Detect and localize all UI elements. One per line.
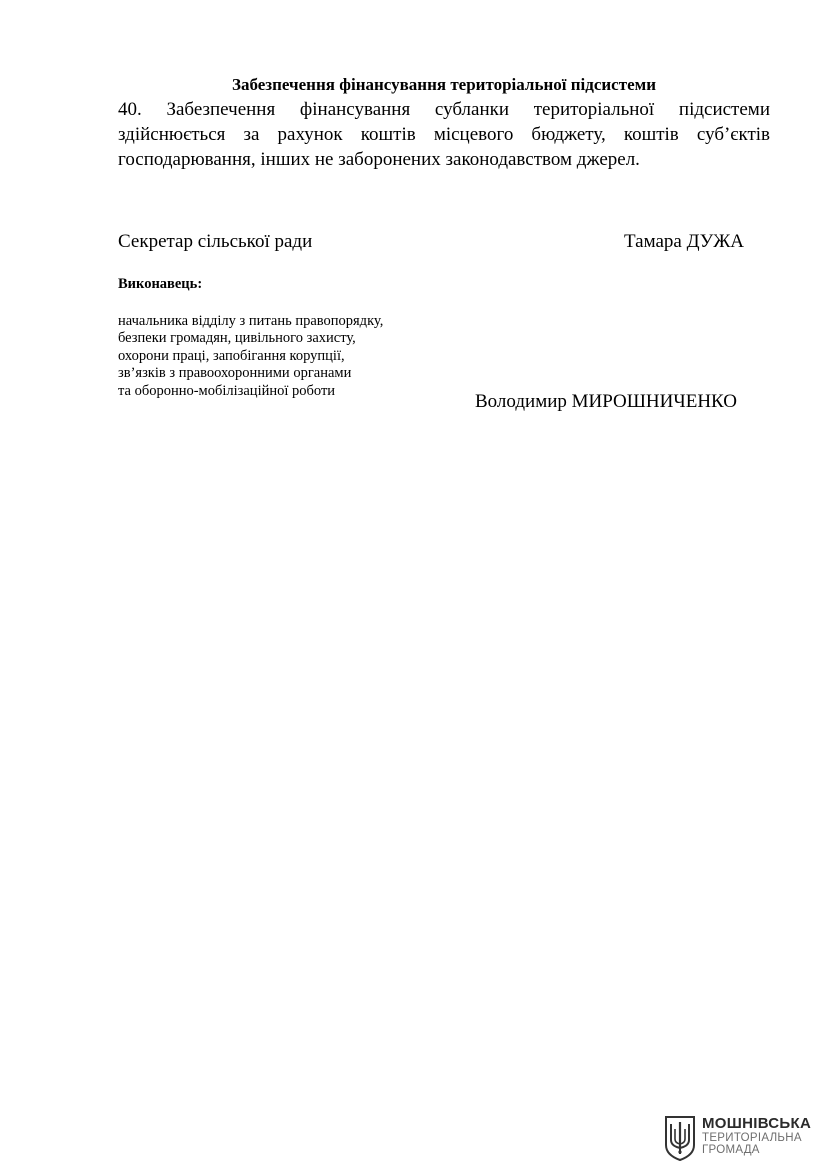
executor-position-line: та оборонно-мобілізаційної роботи (118, 382, 336, 399)
executor-position-line: начальника відділу з питань правопорядку, (118, 313, 384, 329)
secretary-name: Тамара ДУЖА (624, 231, 744, 252)
logo-text (702, 1116, 811, 1156)
section-title: Забезпечення фінансування територіальної підсистеми (232, 75, 656, 94)
executor-position-line: охорони праці, запобігання корупції, (118, 347, 345, 364)
paragraph-40: 40. Забезпечення фінансування субланки територіальної підсистеми здійснюється за рахунок коштів місцевого бюджету, коштів суб’єктів господарювання, інших не заборонених законодавством джерел. (118, 99, 770, 170)
logo-line-2: ТЕРИТОРІАЛЬНА (702, 1132, 802, 1144)
logo-line-1: МОШНІВСЬКА (702, 1115, 812, 1132)
trident-icon (664, 1115, 696, 1161)
executor-position-line: безпеки громадян, цивільного захисту, (118, 330, 356, 347)
community-logo (664, 1112, 814, 1164)
executor-name: Володимир МИРОШНИЧЕНКО (475, 391, 737, 412)
logo-line-3: ГРОМАДА (702, 1144, 760, 1156)
secretary-label: Секретар сільської ради (118, 231, 313, 252)
executor-label: Виконавець: (118, 276, 203, 292)
executor-position (118, 313, 458, 400)
executor-position-line: зв’язків з правоохоронними органами (118, 365, 352, 382)
